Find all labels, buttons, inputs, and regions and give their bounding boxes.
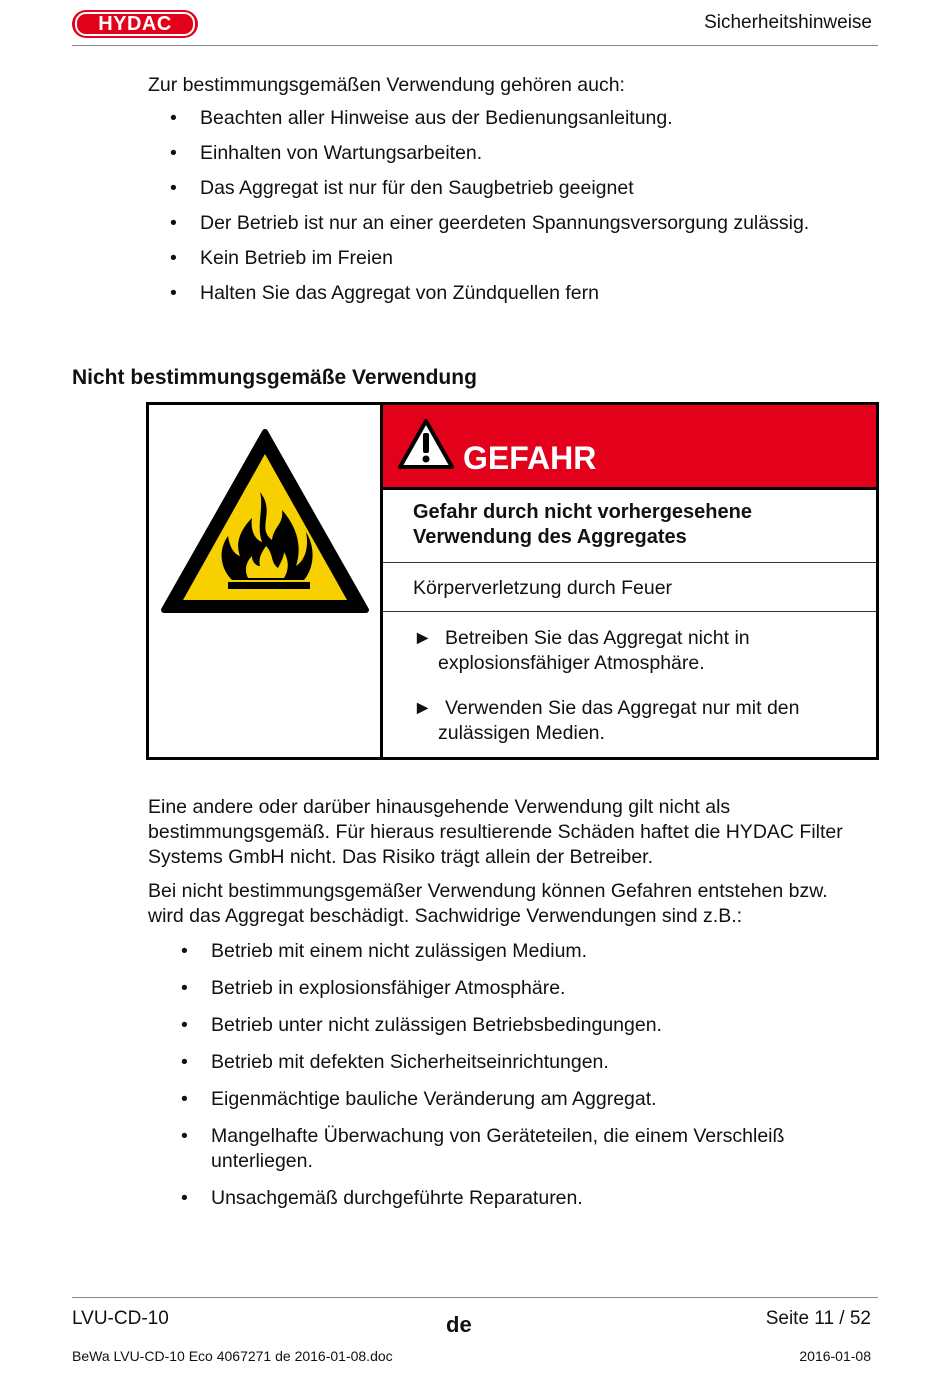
bullet-icon: • bbox=[181, 1014, 188, 1036]
warning-row-divider bbox=[383, 611, 876, 612]
flammable-hazard-icon bbox=[160, 428, 370, 614]
bullet-icon: • bbox=[181, 940, 188, 962]
warning-triangle-icon bbox=[397, 418, 455, 470]
list-item: • Kein Betrieb im Freien bbox=[170, 247, 393, 269]
list-item: • Betrieb in explosionsfähiger Atmosphäre. bbox=[181, 977, 566, 999]
safety-measure: ► Betreiben Sie das Aggregat nicht in explosionsfähiger Atmosphäre. bbox=[413, 627, 750, 674]
bullet-icon: • bbox=[181, 1088, 188, 1110]
arrow-icon: ► bbox=[413, 627, 433, 649]
logo-text: HYDAC bbox=[75, 12, 195, 36]
misuse-paragraph-2: Bei nicht bestimmungsgemäßer Verwendung können Gefahren entstehen bzw. wird das Aggregat beschädigt. Sachwidrige Verwendungen sind z.B.: bbox=[148, 880, 828, 927]
document-date: 2016-01-08 bbox=[799, 1348, 871, 1364]
misuse-paragraph-1: Eine andere oder darüber hinausgehende Verwendung gilt nicht als bestimmungsgemäß. Für hieraus resultierende Schäden haftet die HYDAC Filter Systems GmbH nicht. Das Risiko trägt allein der Betreiber. bbox=[148, 796, 843, 868]
language-code: de bbox=[446, 1312, 472, 1337]
bullet-icon: • bbox=[170, 282, 177, 304]
hazard-description: Gefahr durch nicht vorhergesehene Verwendung des Aggregates bbox=[413, 501, 752, 548]
bullet-icon: • bbox=[181, 1187, 188, 1209]
list-item: • Eigenmächtige bauliche Veränderung am Aggregat. bbox=[181, 1088, 657, 1110]
arrow-icon: ► bbox=[413, 697, 433, 719]
intended-use-intro: Zur bestimmungsgemäßen Verwendung gehören auch: bbox=[148, 74, 625, 96]
warning-header bbox=[383, 405, 876, 487]
bullet-icon: • bbox=[170, 107, 177, 129]
bullet-icon: • bbox=[170, 212, 177, 234]
header-divider bbox=[72, 45, 878, 46]
bullet-icon: • bbox=[170, 247, 177, 269]
list-item: • Der Betrieb ist nur an einer geerdeten Spannungsversorgung zulässig. bbox=[170, 212, 810, 234]
list-item: • Beachten aller Hinweise aus der Bedienungsanleitung. bbox=[170, 107, 673, 129]
list-item: • Das Aggregat ist nur für den Saugbetrieb geeignet bbox=[170, 177, 634, 199]
list-item: • Einhalten von Wartungsarbeiten. bbox=[170, 142, 483, 164]
list-item: • Unsachgemäß durchgeführte Reparaturen. bbox=[181, 1187, 583, 1209]
warning-row-divider bbox=[383, 562, 876, 563]
signal-word: GEFAHR bbox=[463, 440, 597, 476]
warning-header-divider bbox=[383, 487, 876, 490]
page-number: Seite 11 / 52 bbox=[765, 1308, 871, 1329]
misuse-list bbox=[148, 939, 868, 1223]
document-filename: BeWa LVU-CD-10 Eco 4067271 de 2016-01-08.doc bbox=[72, 1348, 393, 1364]
document-id: LVU-CD-10 bbox=[72, 1308, 169, 1329]
bullet-icon: • bbox=[181, 1125, 188, 1147]
misuse-heading: Nicht bestimmungsgemäße Verwendung bbox=[72, 366, 477, 389]
hydac-logo bbox=[72, 10, 198, 38]
list-item: • Betrieb unter nicht zulässigen Betriebsbedingungen. bbox=[181, 1014, 662, 1036]
list-item: • Betrieb mit einem nicht zulässigen Medium. bbox=[181, 940, 588, 962]
footer-divider bbox=[72, 1297, 878, 1298]
section-header: Sicherheitshinweise bbox=[704, 12, 872, 33]
list-item: • Mangelhafte Überwachung von Geräteteilen, die einem Verschleiß unterliegen. bbox=[181, 1125, 785, 1172]
hazard-consequence: Körperverletzung durch Feuer bbox=[413, 577, 673, 599]
bullet-icon: • bbox=[170, 142, 177, 164]
intended-use-list bbox=[148, 106, 809, 316]
bullet-icon: • bbox=[181, 1051, 188, 1073]
bullet-icon: • bbox=[181, 977, 188, 999]
list-item: • Betrieb mit defekten Sicherheitseinrichtungen. bbox=[181, 1051, 609, 1073]
bullet-icon: • bbox=[170, 177, 177, 199]
safety-measure: ► Verwenden Sie das Aggregat nur mit den zulässigen Medien. bbox=[413, 697, 800, 744]
list-item: • Halten Sie das Aggregat von Zündquellen fern bbox=[170, 282, 599, 304]
